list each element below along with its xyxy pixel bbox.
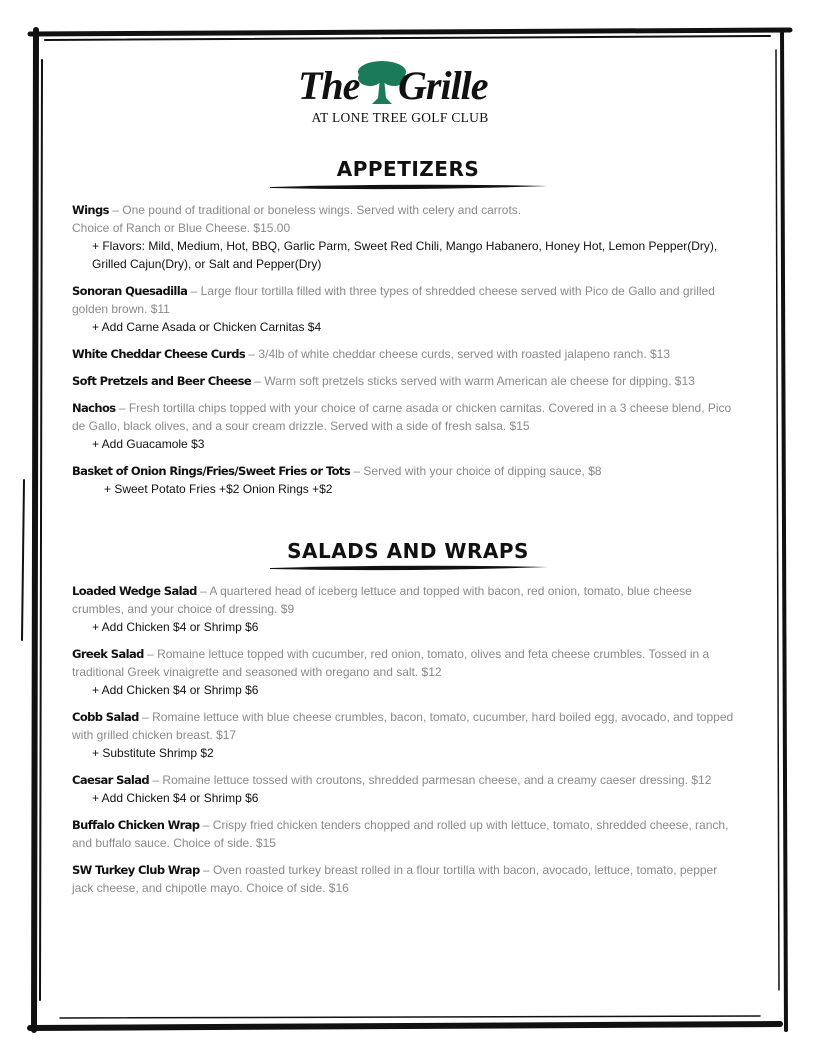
item-desc: – Fresh tortilla chips topped with your choice of carne asada or chicken carnitas. Covered in a 3 cheese blend, Pico de Gallo, black olives, and a sour cream drizzle. Served with a side of fresh salsa. $15 bbox=[72, 401, 732, 433]
item-desc: – Warm soft pretzels sticks served with warm American ale cheese for dipping. $13 bbox=[251, 374, 695, 388]
item-name: White Cheddar Cheese Curds bbox=[72, 347, 246, 361]
item-name: Wings bbox=[72, 203, 109, 217]
item-name: Basket of Onion Rings/Fries/Sweet Fries or Tots bbox=[72, 464, 351, 478]
appetizers-title: APPETIZERS bbox=[336, 157, 480, 181]
salads-title: SALADS AND WRAPS bbox=[287, 539, 529, 563]
salads-heading bbox=[0, 539, 816, 563]
item-desc: – Romaine lettuce tossed with croutons, shredded parmesan cheese, and a creamy caeser dressing. $12 bbox=[149, 773, 712, 787]
item-addon: + Add Chicken $4 or Shrimp $6 bbox=[92, 791, 259, 805]
menu-item-loaded-wedge bbox=[72, 582, 740, 636]
menu-item-nachos bbox=[72, 399, 740, 453]
menu-item-basket bbox=[72, 462, 740, 498]
item-addon: + Sweet Potato Fries +$2 Onion Rings +$2 bbox=[104, 482, 333, 496]
menu-item-caesar-salad bbox=[72, 771, 740, 807]
item-desc: – Served with your choice of dipping sauce, $8 bbox=[350, 464, 602, 478]
item-addon-line2: Grilled Cajun(Dry), or Salt and Pepper(Dry) bbox=[92, 257, 322, 271]
item-name: Cobb Salad bbox=[72, 710, 139, 724]
item-desc: – Romaine lettuce topped with cucumber, red onion, tomato, olives and feta cheese crumbles. Tossed in a traditional Greek vinaigrette and seasoned with oregano and salt. $12 bbox=[72, 647, 710, 679]
menu-item-wings bbox=[72, 201, 740, 273]
item-addon: + Add Chicken $4 or Shrimp $6 bbox=[92, 683, 259, 697]
menu-item-cheese-curds bbox=[72, 345, 740, 363]
item-addon: + Substitute Shrimp $2 bbox=[92, 746, 214, 760]
item-name: Sonoran Quesadilla bbox=[72, 284, 188, 298]
item-desc: – Romaine lettuce with blue cheese crumbles, bacon, tomato, cucumber, hard boiled egg, avocado, and topped with grilled chicken breast. $17 bbox=[72, 710, 734, 742]
logo-the: The bbox=[298, 63, 360, 108]
item-name: Soft Pretzels and Beer Cheese bbox=[72, 374, 252, 388]
menu-item-buffalo-wrap bbox=[72, 816, 740, 852]
item-desc: – Large flour tortilla filled with three types of shredded cheese served with Pico de Gallo and grilled golden brown. $11 bbox=[72, 284, 715, 316]
appetizers-brush bbox=[268, 182, 550, 192]
item-desc: – 3/4lb of white cheddar cheese curds, served with roasted jalapeno ranch. $13 bbox=[245, 347, 671, 361]
item-name: SW Turkey Club Wrap bbox=[72, 863, 200, 877]
item-name: Buffalo Chicken Wrap bbox=[72, 818, 200, 832]
item-desc: – Crispy fried chicken tenders chopped and rolled up with lettuce, tomato, shredded cheese, ranch, and buffalo sauce. Choice of side. $15 bbox=[72, 818, 729, 850]
item-desc: – A quartered head of iceberg lettuce and topped with bacon, red onion, tomato, blue cheese crumbles, and your choice of dressing. $9 bbox=[72, 584, 692, 616]
grille-logo bbox=[290, 58, 510, 132]
item-name: Nachos bbox=[72, 401, 116, 415]
item-addon: + Add Guacamole $3 bbox=[92, 437, 205, 451]
salads-brush bbox=[268, 563, 550, 573]
item-desc-line2: Choice of Ranch or Blue Cheese. $15.00 bbox=[72, 221, 291, 235]
menu-item-cobb-salad bbox=[72, 708, 740, 762]
item-name: Caesar Salad bbox=[72, 773, 150, 787]
item-desc: – Oven roasted turkey breast rolled in a flour tortilla with bacon, avocado, lettuce, tomato, pepper jack cheese, and chipotle mayo. Choice of side. $16 bbox=[72, 863, 718, 895]
menu-item-turkey-club-wrap bbox=[72, 861, 740, 897]
item-name: Greek Salad bbox=[72, 647, 144, 661]
appetizers-heading bbox=[0, 157, 816, 181]
menu-item-sonoran-quesadilla bbox=[72, 282, 740, 336]
appetizers-list bbox=[72, 201, 740, 498]
menu-item-soft-pretzels bbox=[72, 372, 740, 390]
item-addon: + Add Carne Asada or Chicken Carnitas $4 bbox=[92, 320, 322, 334]
item-addon: + Add Chicken $4 or Shrimp $6 bbox=[92, 620, 259, 634]
item-desc: – One pound of traditional or boneless wings. Served with celery and carrots. bbox=[108, 203, 522, 217]
logo-subtitle: AT LONE TREE GOLF CLUB bbox=[311, 110, 489, 125]
menu-item-greek-salad bbox=[72, 645, 740, 699]
item-name: Loaded Wedge Salad bbox=[72, 584, 197, 598]
salads-list bbox=[72, 582, 740, 897]
item-addon: + Flavors: Mild, Medium, Hot, BBQ, Garlic Parm, Sweet Red Chili, Mango Habanero, Honey Hot, Lemon Pepper(Dry), bbox=[92, 239, 718, 253]
logo-grille: Grille bbox=[398, 63, 488, 108]
